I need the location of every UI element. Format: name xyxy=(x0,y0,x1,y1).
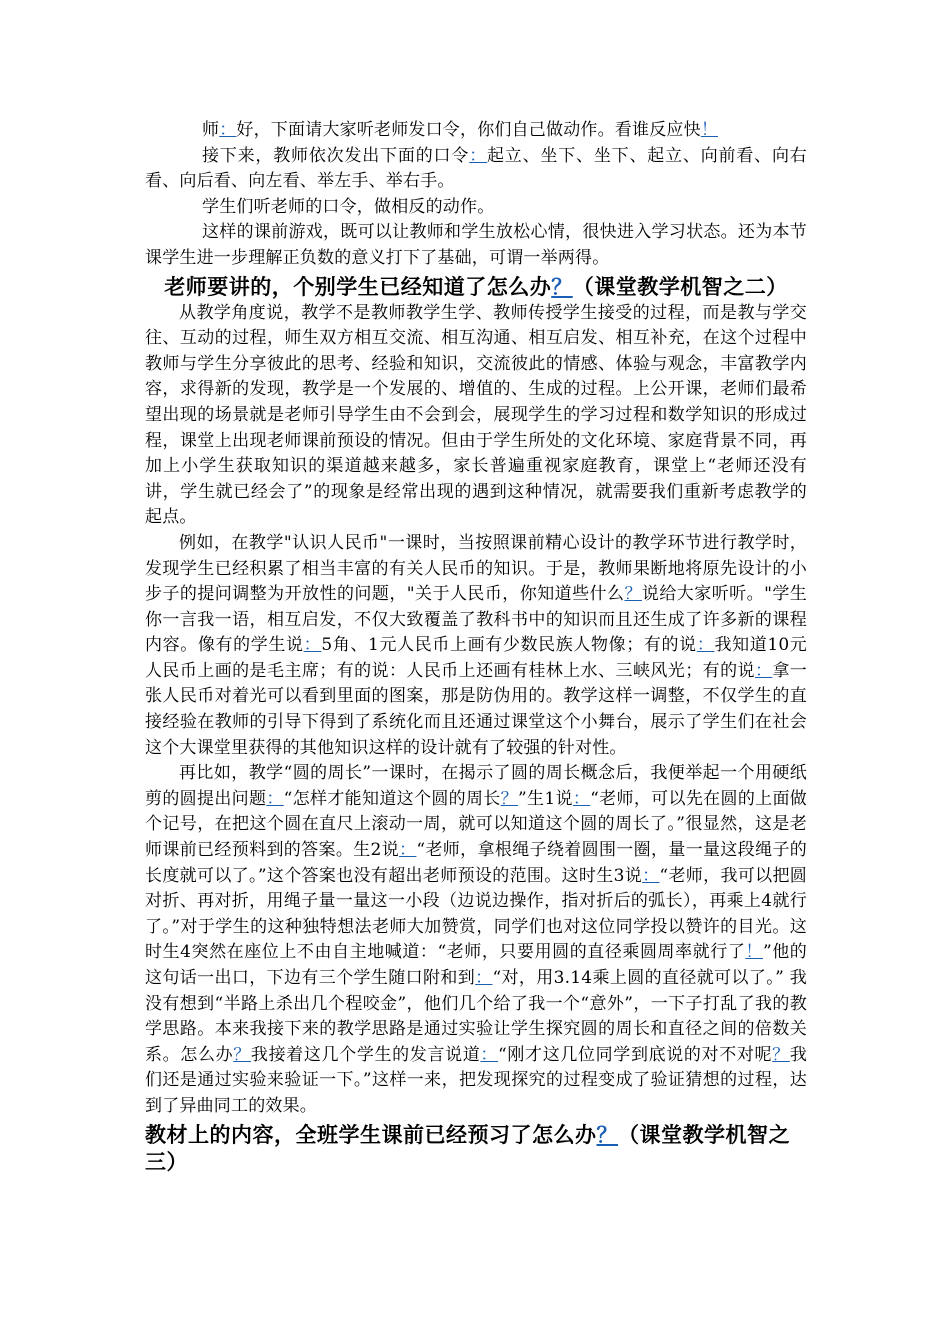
intro-paragraph-2 xyxy=(145,144,807,195)
highlighted-punctuation: ： xyxy=(303,635,322,656)
text-run: “老师，我可以把圆对折、再对折，用绳子量一量这一小段（边说边操作，指对折后的弧长），再乘上4就行了。”对于学生的这种独特想法老师大加赞赏，同学们也对这位同学投以赞许的目光。这时生4突然在座位上不由自主地喊道：“老师，只要用圆的直径乘圆周率就行了 xyxy=(145,865,807,963)
text-run: “刚才这几位同学到底说的对不对呢 xyxy=(498,1044,773,1065)
highlighted-punctuation: ？ xyxy=(772,1044,790,1065)
highlighted-punctuation: ： xyxy=(469,145,487,166)
highlighted-punctuation: ？ xyxy=(596,1122,618,1147)
highlighted-punctuation: ： xyxy=(642,865,660,886)
text-run: 好，下面请大家听老师发口令，你们自己做动作。看谁反应快 xyxy=(236,120,701,140)
highlighted-punctuation: ： xyxy=(696,635,715,656)
text-run: “对，用3.14乘上圆的直径就可以了。” 我没有想到“半路上杀出几个程咬金”，他们几个给了我一个“意外”，一下子打乱了我的教学思路。本来我接下来的教学思路是通过实验让学生探究圆的周长和直径之间的倍数关系。怎么办 xyxy=(145,968,807,1065)
highlighted-punctuation: ： xyxy=(754,660,773,681)
text-run: 老师要讲的，个别学生已经知道了怎么办 xyxy=(164,274,552,299)
highlighted-punctuation: ？ xyxy=(551,274,573,299)
section-2-paragraph-1 xyxy=(145,301,807,531)
highlighted-punctuation: ？ xyxy=(624,584,642,605)
highlighted-punctuation: ： xyxy=(266,788,284,809)
highlighted-punctuation: ！ xyxy=(700,120,719,140)
intro-paragraph-4 xyxy=(145,220,807,271)
text-run: 教材上的内容，全班学生课前已经预习了怎么办 xyxy=(145,1122,597,1147)
text-run: 我知道10元人民币上画的是毛主席；有的说：人民币上还画有桂林上水、三峡风光；有的说 xyxy=(145,635,808,681)
text-run: （课堂教学机智之二） xyxy=(572,274,788,299)
section-2-paragraph-3 xyxy=(145,761,807,1119)
section-2-heading xyxy=(145,274,807,301)
text-run: 5角、1元人民币上画有少数民族人物像；有的说 xyxy=(321,635,697,656)
text-run: 拿一张人民币对着光可以看到里面的图案，那是防伪用的。教学这样一调整，不仅学生的直接经验在教师的引导下得到了系统化而且还通过课堂这个小舞台，展示了学生们在社会这个大课堂里获得的其他知识这样的设计就有了较强的针对性。 xyxy=(145,660,808,758)
highlighted-punctuation: ： xyxy=(399,840,417,861)
text-run: 例如，在教学"认识人民币"一课时，当按照课前精心设计的教学环节进行教学时，发现学生已经积累了相当丰富的有关人民币的知识。于是，教师果断地将原先设计的小步子的提问调整为开放性的问题，"关于人民币，你知道些什么 xyxy=(145,532,807,605)
text-run: “怎样才能知道这个圆的周长 xyxy=(283,788,501,809)
text-run: 接下来，教师依次发出下面的口令 xyxy=(202,145,470,166)
text-run: 从教学角度说，教学不是教师教学生学、教师传授学生接受的过程，而是教与学交往、互动的过程，师生双方相互交流、相互沟通、相互启发、相互补充，在这个过程中教师与学生分享彼此的思考、经验和知识，交流彼此的情感、体验与观念，丰富教学内容，求得新的发现，教学是一个发展的、增值的、生成的过程。上公开课，老师们最希望出现的场景就是老师引导学生由不会到会，展现学生的学习过程和数学知识的形成过程，课堂上出现老师课前预设的情况。但由于学生所处的文化环境、家庭背景不同，再加上小学生获取知识的渠道越来越多，家长普遍重视家庭教育，课堂上“老师还没有讲，学生就已经会了”的现象是经常出现的遇到这种情况，就需要我们重新考虑教学的起点。 xyxy=(145,302,807,528)
highlighted-punctuation: ： xyxy=(475,968,493,988)
highlighted-punctuation: ？ xyxy=(233,1044,251,1065)
text-run: “老师，可以先在圆的上面做个记号，在把这个圆在直尺上滚动一周，就可以知道这个圆的周长了。”很显然，这是老师课前已经预料到的答案。生2说 xyxy=(145,788,808,861)
text-run: ”生1说 xyxy=(517,788,573,809)
text-run: 这样的课前游戏，既可以让教师和学生放松心情，很快进入学习状态。还为本节课学生进一步理解正负数的意义打下了基础，可谓一举两得。 xyxy=(145,222,807,268)
text-run: “老师，拿根绳子绕着圆围一圈，量一量这段绳子的长度就可以了。”这个答案也没有超出老师预设的范围。这时生3说 xyxy=(145,840,807,886)
intro-paragraph-1 xyxy=(145,118,807,144)
highlighted-punctuation: ！ xyxy=(745,942,763,963)
text-run: 再比如，教学“圆的周长”一课时，在揭示了圆的周长概念后，我便举起一个用硬纸剪的圆提出问题 xyxy=(145,763,807,809)
text-run: （课堂教学机智之三） xyxy=(145,1122,790,1174)
text-run: 起立、坐下、坐下、起立、向前看、向右看、向后看、向左看、举左手、举右手。 xyxy=(145,145,807,192)
intro-paragraph-3 xyxy=(145,195,807,221)
section-2-paragraph-2 xyxy=(145,531,807,761)
highlighted-punctuation: ： xyxy=(480,1044,499,1065)
text-run: 我们还是通过实验来验证一下。”这样一来，把发现探究的过程变成了验证猜想的过程，达到了异曲同工的效果。 xyxy=(145,1044,808,1116)
text-run: ”他的这句话一出口，下边有三个学生随口附和到 xyxy=(145,942,807,988)
text-run: 我接着这几个学生的发言说道 xyxy=(250,1044,481,1065)
highlighted-punctuation: ： xyxy=(219,120,237,140)
text-run: 学生们听老师的口令，做相反的动作。 xyxy=(202,196,495,217)
highlighted-punctuation: ： xyxy=(572,788,591,809)
text-run: 说给大家听听。"学生你一言我一语，相互启发，不仅大致覆盖了教科书中的知识而且还生成了许多新的课程内容。像有的学生说 xyxy=(145,584,807,656)
document-page xyxy=(145,118,807,1176)
section-3-heading xyxy=(145,1122,807,1176)
text-run: 师 xyxy=(202,120,220,140)
highlighted-punctuation: ？ xyxy=(500,788,518,809)
